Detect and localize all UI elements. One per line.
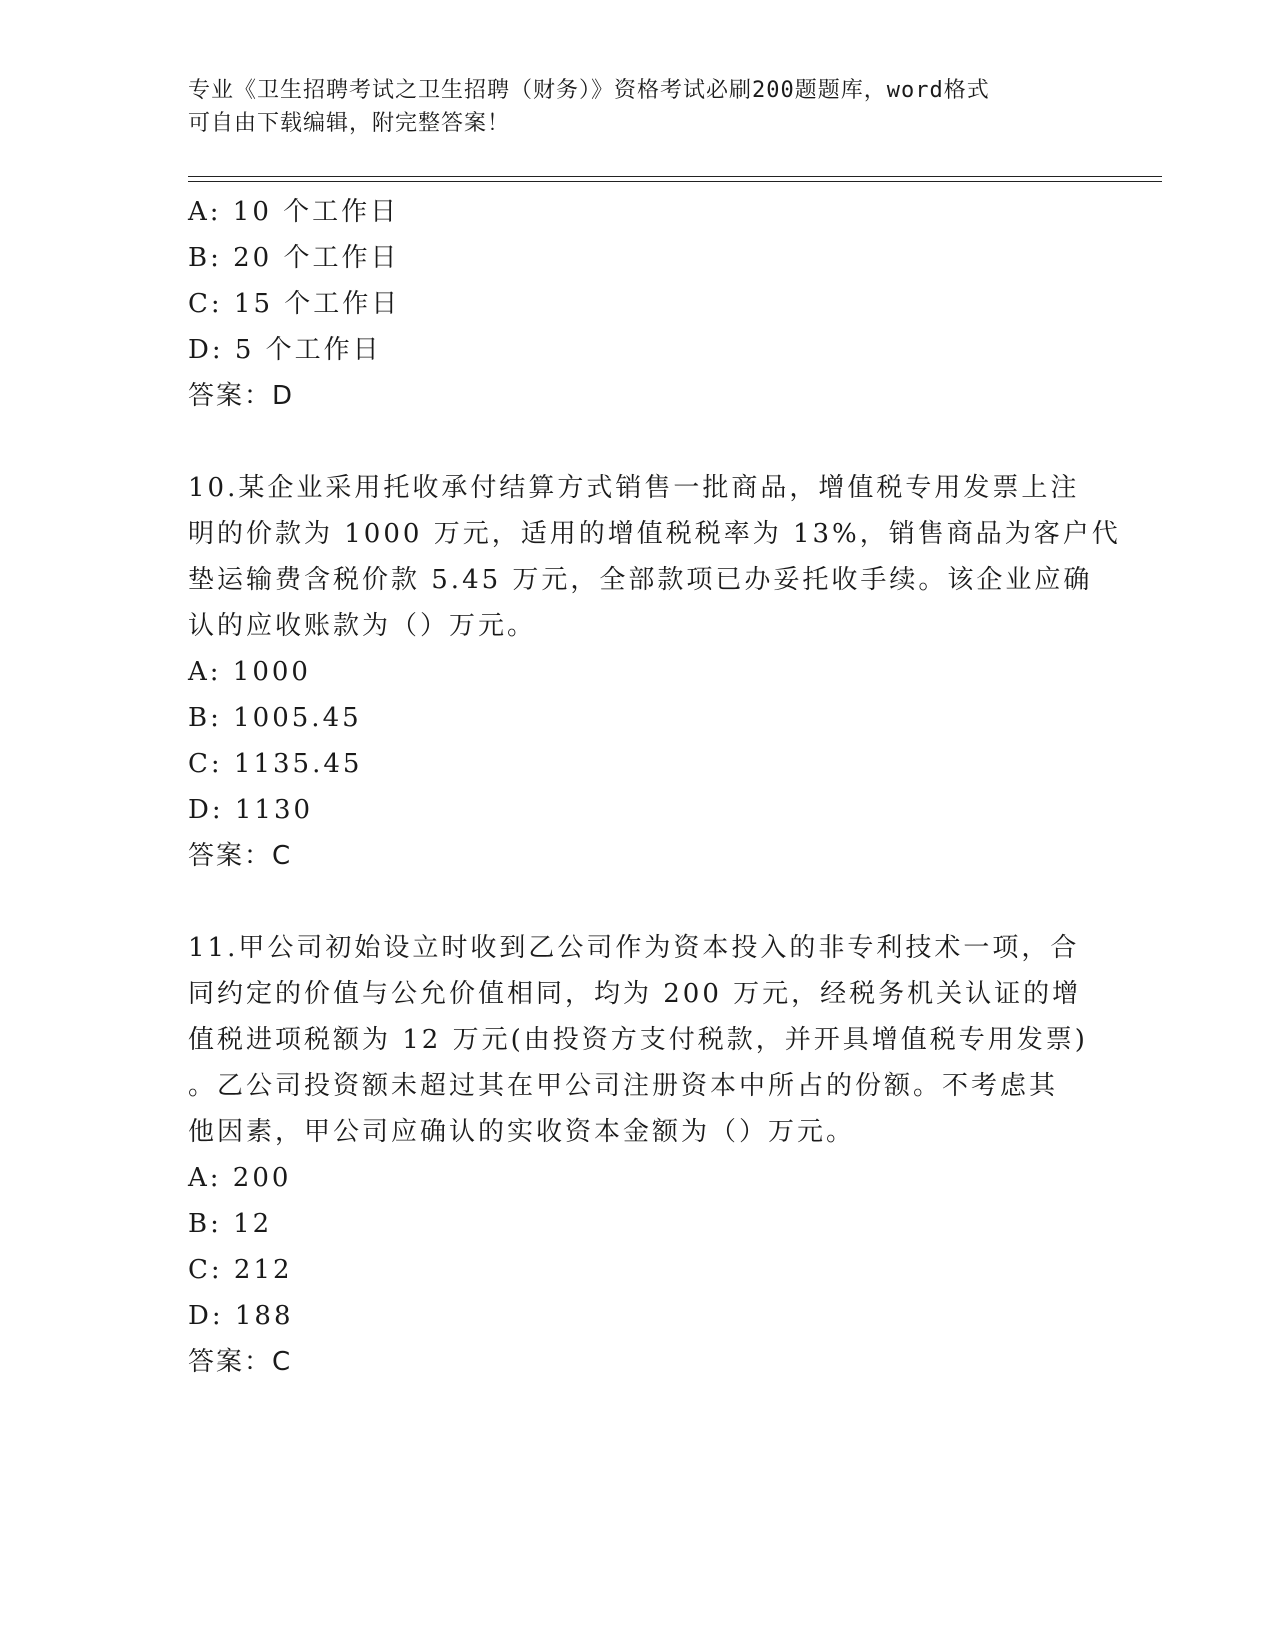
question-spacer: [188, 419, 1078, 465]
option-a: A: 200: [188, 1163, 292, 1193]
question-9: [188, 189, 1078, 419]
option-b: B: 20 个工作日: [188, 243, 400, 273]
stem-line: 同约定的价值与公允价值相同，均为 200 万元，经税务机关认证的增: [188, 979, 1082, 1009]
stem-line: 11.甲公司初始设立时收到乙公司作为资本投入的非专利技术一项，合: [188, 933, 1080, 963]
question-spacer: [188, 879, 1078, 925]
question-stem: [188, 465, 1121, 649]
stem-line: 明的价款为 1000 万元，适用的增值税税率为 13%，销售商品为客户代: [188, 519, 1121, 549]
option-c: C: 212: [188, 1255, 293, 1285]
option-a: A: 1000: [188, 657, 311, 687]
stem-line: 他因素，甲公司应确认的实收资本金额为（）万元。: [188, 1117, 856, 1147]
option-b: B: 1005.45: [188, 703, 362, 733]
question-11: [188, 925, 1088, 1385]
option-d: D: 5 个工作日: [188, 335, 382, 365]
question-stem: [188, 925, 1088, 1155]
header-line-2: 可自由下载编辑，附完整答案！: [188, 111, 511, 136]
header-divider-top: [188, 176, 1162, 177]
option-d: D: 188: [188, 1301, 294, 1331]
question-list: [188, 189, 1121, 1385]
answer-line: 答案：D: [188, 381, 295, 411]
stem-line: 值税进项税额为 12 万元(由投资方支付税款，并开具增值税专用发票): [188, 1025, 1088, 1055]
stem-line: 垫运输费含税价款 5.45 万元，全部款项已办妥托收手续。该企业应确: [188, 565, 1093, 595]
option-b: B: 12: [188, 1209, 273, 1239]
header-line-1: 专业《卫生招聘考试之卫生招聘（财务）》资格考试必刷200题题库，word格式: [188, 78, 990, 103]
stem-line: 。乙公司投资额未超过其在甲公司注册资本中所占的份额。不考虑其: [188, 1071, 1059, 1101]
answer-line: 答案：C: [188, 1347, 293, 1377]
header-divider-bottom: [188, 181, 1162, 182]
answer-line: 答案：C: [188, 841, 293, 871]
stem-line: 认的应收账款为（）万元。: [188, 611, 537, 641]
question-10: [188, 465, 1121, 879]
stem-line: 10.某企业采用托收承付结算方式销售一批商品，增值税专用发票上注: [188, 473, 1080, 503]
option-a: A: 10 个工作日: [188, 197, 400, 227]
document-header: [188, 74, 1068, 140]
option-c: C: 15 个工作日: [188, 289, 401, 319]
option-c: C: 1135.45: [188, 749, 363, 779]
option-d: D: 1130: [188, 795, 314, 825]
